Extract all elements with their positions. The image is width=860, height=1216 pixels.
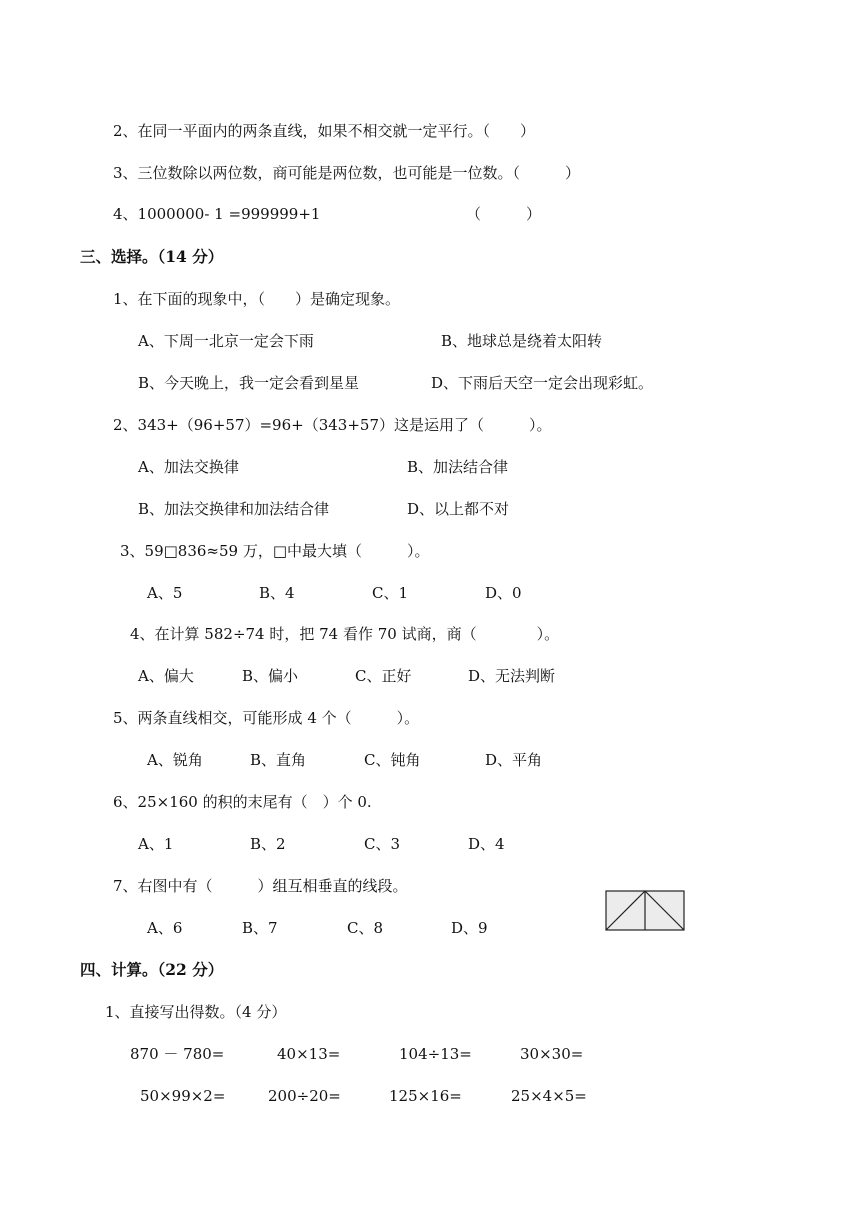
choice-question-2: 2、343+（96+57）=96+（343+57）这是运用了（ ）。 (113, 416, 552, 434)
choice-1-option-d: D、下雨后天空一定会出现彩虹。 (431, 374, 654, 392)
choice-4-option-b: B、偏小 (242, 667, 299, 685)
section-heading-choice: 三、选择。（14 分） (80, 247, 224, 266)
choice-6-option-b: B、2 (250, 835, 286, 853)
judge-question-3: 3、三位数除以两位数，商可能是两位数，也可能是一位数。（ ） (113, 164, 581, 182)
judge-question-2: 2、在同一平面内的两条直线，如果不相交就一定平行。（ ） (113, 122, 536, 140)
choice-question-7: 7、右图中有（ ）组互相垂直的线段。 (113, 877, 408, 895)
choice-1-option-a: A、下周一北京一定会下雨 (138, 332, 314, 350)
choice-2-option-a: A、加法交换律 (138, 458, 239, 476)
choice-2-option-c: B、加法交换律和加法结合律 (138, 500, 330, 518)
choice-1-option-c: B、今天晚上，我一定会看到星星 (138, 374, 360, 392)
calc-item: 50×99×2= (140, 1087, 226, 1105)
choice-5-option-c: C、钝角 (364, 751, 421, 769)
calc-item: 870 － 780= (130, 1045, 225, 1063)
choice-question-1: 1、在下面的现象中，（ ）是确定现象。 (113, 290, 401, 308)
choice-7-option-d: D、9 (451, 919, 488, 937)
choice-2-option-b: B、加法结合律 (407, 458, 509, 476)
choice-6-option-c: C、3 (364, 835, 401, 853)
choice-4-option-a: A、偏大 (138, 667, 194, 685)
choice-3-option-d: D、0 (485, 584, 522, 602)
choice-5-option-b: B、直角 (250, 751, 307, 769)
choice-4-option-c: C、正好 (355, 667, 412, 685)
choice-3-option-a: A、5 (147, 584, 183, 602)
choice-7-option-b: B、7 (242, 919, 278, 937)
calc-item: 104÷13= (399, 1045, 472, 1063)
calc-item: 125×16= (389, 1087, 462, 1105)
choice-7-option-c: C、8 (347, 919, 384, 937)
choice-question-5: 5、两条直线相交，可能形成 4 个（ ）。 (113, 709, 420, 727)
perpendicular-segments-figure (605, 890, 687, 933)
choice-5-option-a: A、锐角 (147, 751, 203, 769)
judge-question-4-answer-blank: （ ） (466, 205, 542, 223)
choice-6-option-d: D、4 (468, 835, 505, 853)
choice-4-option-d: D、无法判断 (468, 667, 556, 685)
calc-item: 30×30= (520, 1045, 584, 1063)
calc-item: 40×13= (277, 1045, 341, 1063)
section-heading-calculation: 四、计算。（22 分） (80, 960, 224, 979)
choice-3-option-b: B、4 (259, 584, 295, 602)
choice-3-option-c: C、1 (372, 584, 409, 602)
calc-item: 200÷20= (268, 1087, 341, 1105)
calc-item: 25×4×5= (511, 1087, 587, 1105)
calc-subsection-1: 1、直接写出得数。（4 分） (105, 1003, 287, 1021)
choice-2-option-d: D、以上都不对 (407, 500, 510, 518)
choice-7-option-a: A、6 (147, 919, 183, 937)
choice-1-option-b: B、地球总是绕着太阳转 (441, 332, 603, 350)
choice-5-option-d: D、平角 (485, 751, 543, 769)
choice-question-4: 4、在计算 582÷74 时，把 74 看作 70 试商，商（ ）。 (130, 625, 560, 643)
judge-question-4: 4、1000000- 1 =999999+1 (113, 205, 321, 223)
choice-question-6: 6、25×160 的积的末尾有（ ）个 0. (113, 793, 372, 811)
choice-6-option-a: A、1 (138, 835, 174, 853)
choice-question-3: 3、59□836≈59 万，□中最大填（ ）。 (120, 542, 430, 560)
